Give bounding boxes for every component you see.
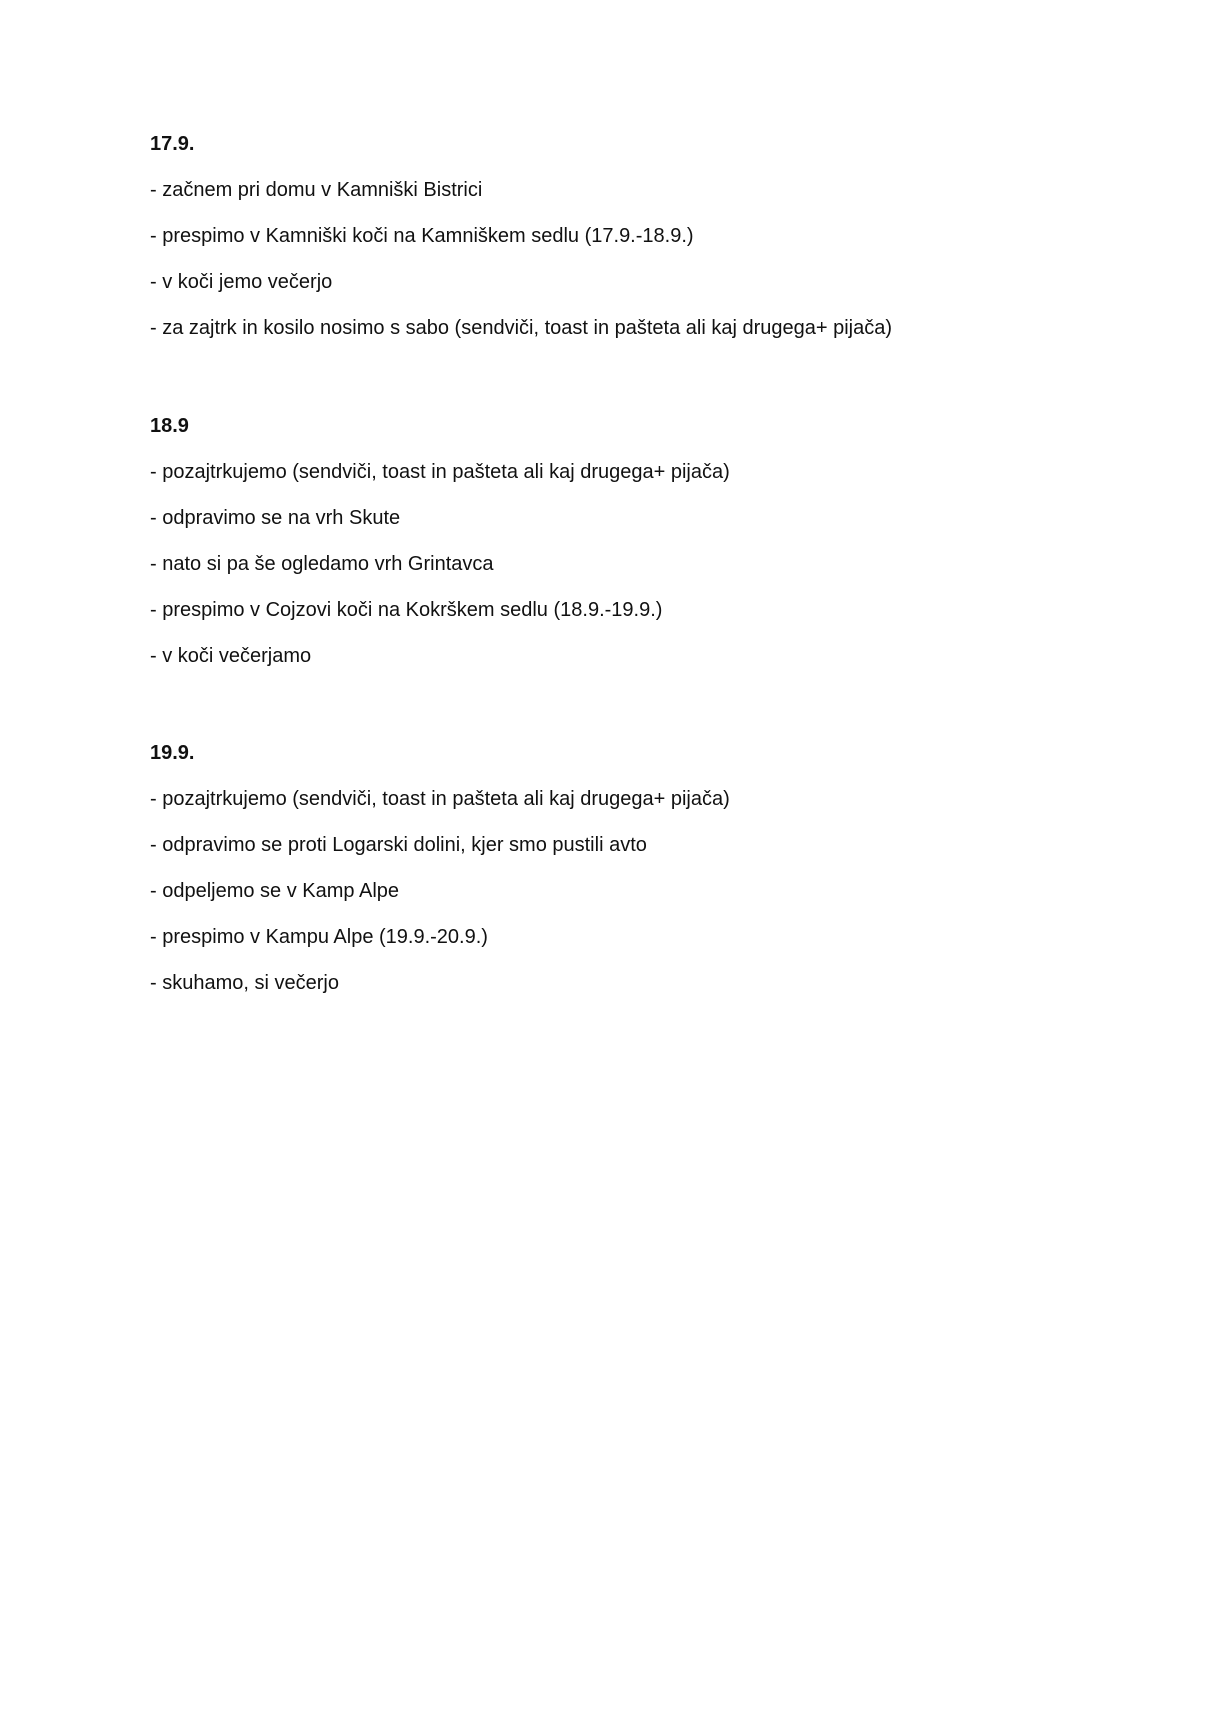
list-item: - odpravimo se proti Logarski dolini, kjer smo pustili avto [150,834,647,856]
day-activity-list [150,177,1150,341]
day-heading: 17.9. [150,133,195,155]
day-activity-list [150,786,1150,996]
day-activity-list [150,459,1150,669]
list-item: - za zajtrk in kosilo nosimo s sabo (sendviči, toast in pašteta ali kaj drugega+ pijača) [150,317,893,339]
list-item: - prespimo v Kamniški koči na Kamniškem sedlu (17.9.-18.9.) [150,225,694,247]
list-item: - prespimo v Cojzovi koči na Kokrškem sedlu (18.9.-19.9.) [150,599,663,621]
list-item: - prespimo v Kampu Alpe (19.9.-20.9.) [150,926,488,948]
day-section-19-9 [150,740,1150,996]
list-item: - odpeljemo se v Kamp Alpe [150,880,400,902]
list-item: - pozajtrkujemo (sendviči, toast in pašteta ali kaj drugega+ pijača) [150,461,730,483]
day-heading: 18.9 [150,415,189,437]
list-item: - pozajtrkujemo (sendviči, toast in pašteta ali kaj drugega+ pijača) [150,788,730,810]
day-heading: 19.9. [150,742,195,764]
day-section-18-9 [150,413,1150,669]
list-item: - začnem pri domu v Kamniški Bistrici [150,179,483,201]
list-item: - odpravimo se na vrh Skute [150,507,401,529]
list-item: - nato si pa še ogledamo vrh Grintavca [150,553,494,575]
list-item: - v koči večerjamo [150,645,312,667]
day-section-17-9 [150,131,1150,341]
list-item: - v koči jemo večerjo [150,271,333,293]
list-item: - skuhamo, si večerjo [150,972,339,994]
